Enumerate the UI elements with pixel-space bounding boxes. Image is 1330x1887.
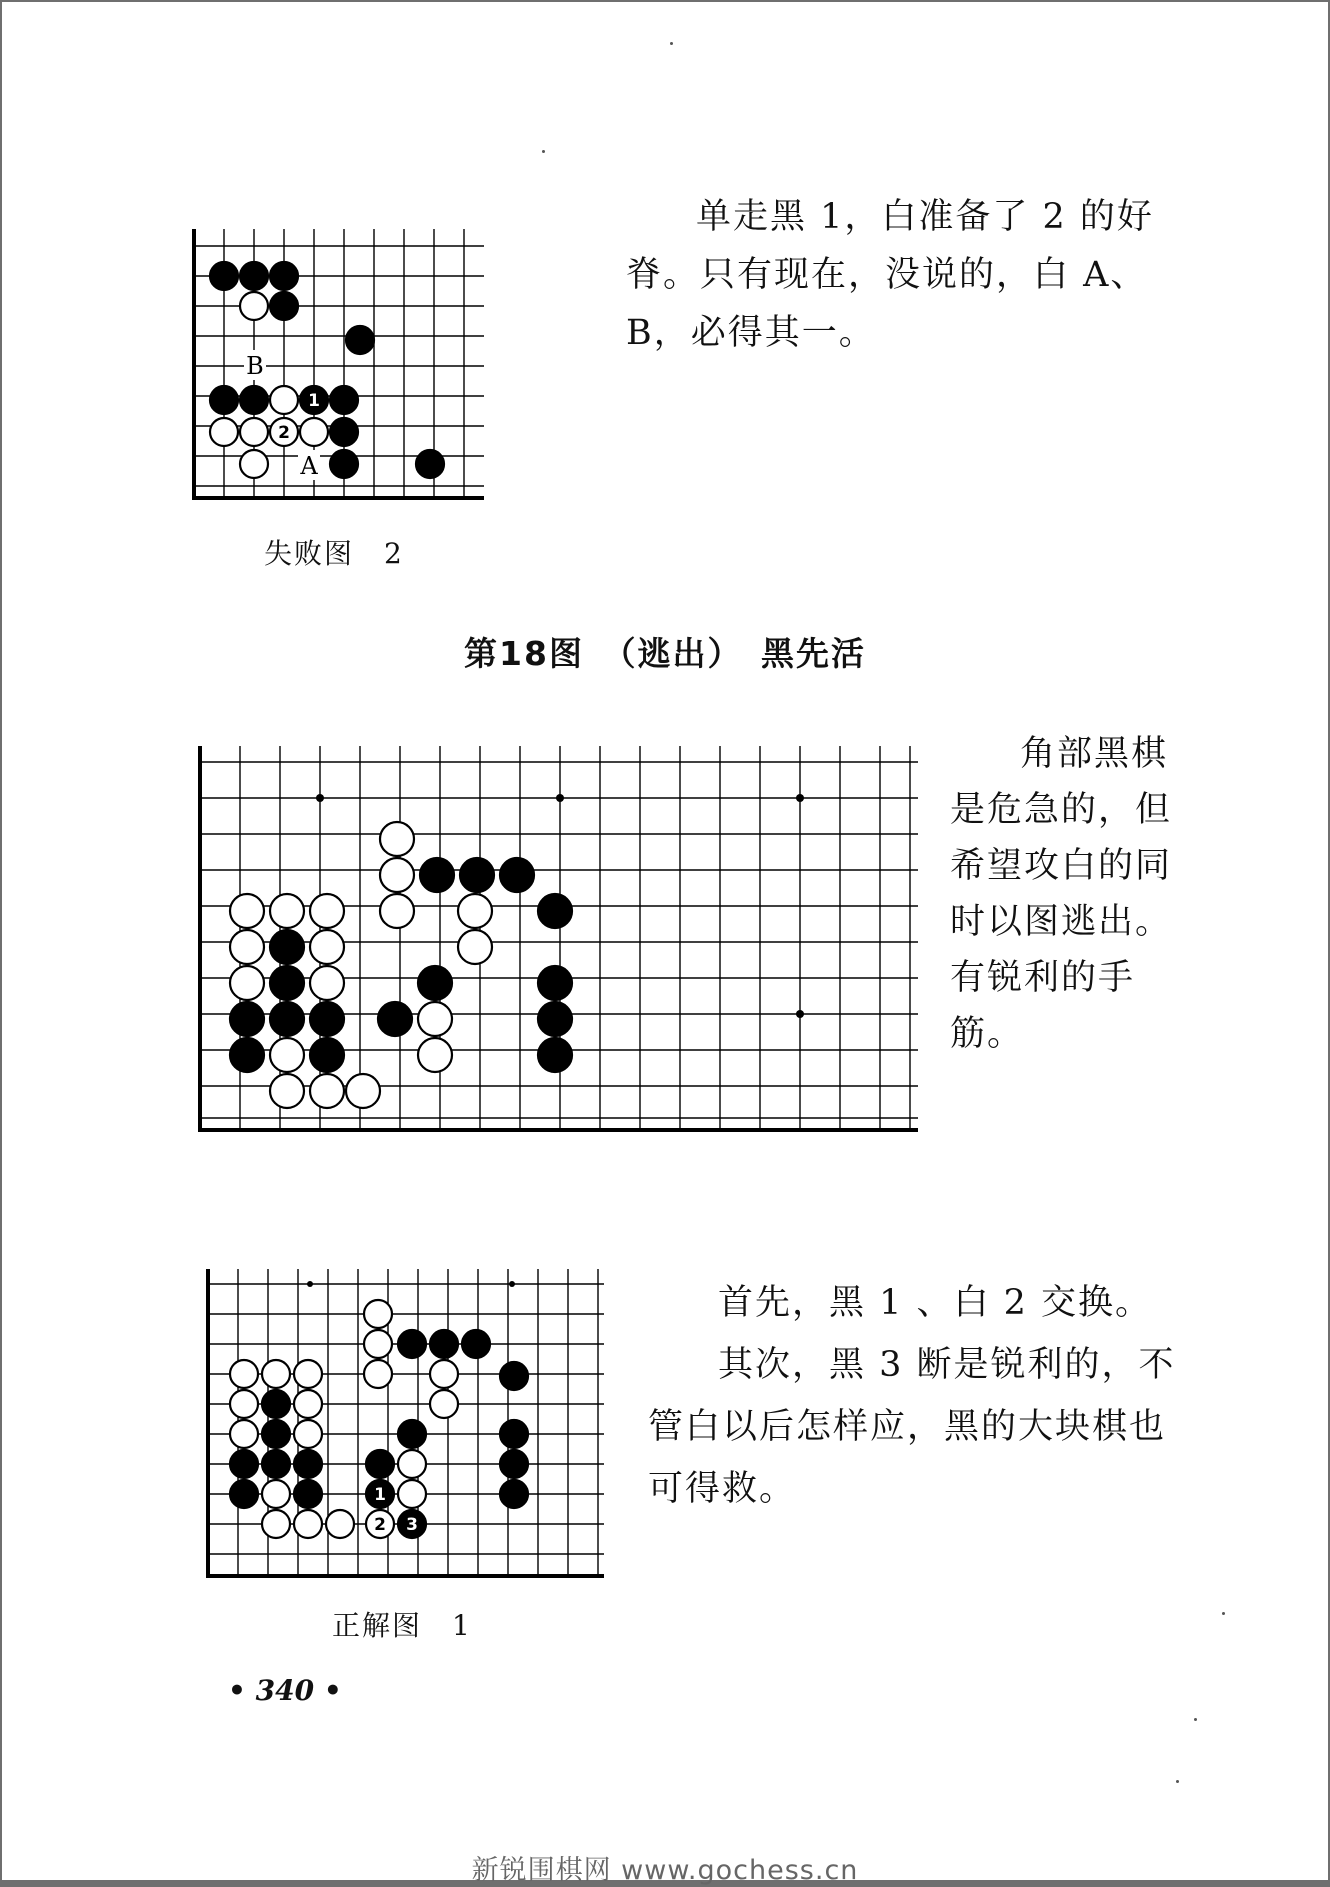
black-stone — [210, 262, 238, 290]
move-number-2: 2 — [278, 423, 290, 443]
black-stone — [230, 1480, 258, 1508]
black-stone — [310, 1002, 344, 1036]
white-stone — [270, 1074, 304, 1108]
black-stone — [462, 1330, 490, 1358]
black-stone — [270, 930, 304, 964]
black-stone — [230, 1002, 264, 1036]
white-stone — [458, 930, 492, 964]
black-stone — [398, 1330, 426, 1358]
white-stone — [458, 894, 492, 928]
black-stone — [210, 386, 238, 414]
black-stone — [230, 1038, 264, 1072]
white-stone — [430, 1360, 458, 1388]
text-line: 希望攻白的同 — [950, 846, 1173, 886]
problem-text — [950, 726, 1190, 1062]
black-stone — [330, 450, 358, 478]
white-stone — [418, 1002, 452, 1036]
text-line: 单走黑 1，白准备了 2 的好 — [696, 197, 1154, 237]
black-stone — [538, 966, 572, 1000]
problem-title: 第18图 （逃出） 黑先活 — [464, 634, 866, 673]
point-label-b: B — [246, 352, 264, 380]
white-stone — [262, 1480, 290, 1508]
print-speck — [1222, 1612, 1225, 1615]
black-stone — [366, 1450, 394, 1478]
go-board-solution-1 — [200, 1264, 606, 1582]
star-point — [556, 794, 564, 802]
white-stone — [398, 1450, 426, 1478]
print-speck — [542, 150, 545, 153]
white-stone — [240, 450, 268, 478]
black-stone — [270, 1002, 304, 1036]
star-point — [509, 1281, 515, 1287]
fail-diagram-caption: 失败图 2 — [264, 537, 404, 570]
black-stone — [240, 262, 268, 290]
black-stone — [270, 292, 298, 320]
go-board-problem-18 — [192, 740, 922, 1136]
text-paragraph: 其次，黑 3 断是锐利的，不管白以后怎样应，黑的大块棋也可得救。 — [648, 1345, 1176, 1509]
white-stone — [240, 292, 268, 320]
black-stone — [500, 858, 534, 892]
black-stone — [420, 858, 454, 892]
star-point — [796, 1010, 804, 1018]
white-stone — [270, 386, 298, 414]
white-stone — [310, 930, 344, 964]
white-stone — [230, 1360, 258, 1388]
white-stone — [230, 930, 264, 964]
white-stone — [364, 1300, 392, 1328]
black-stone — [430, 1330, 458, 1358]
white-stone — [230, 966, 264, 1000]
white-stone — [364, 1330, 392, 1358]
board-grid — [200, 746, 918, 1132]
black-stone — [538, 894, 572, 928]
text-line: 时以图逃出。 — [950, 902, 1173, 942]
white-stone — [326, 1510, 354, 1538]
black-stone — [378, 1002, 412, 1036]
black-stone — [398, 1420, 426, 1448]
white-stone — [294, 1390, 322, 1418]
black-stone — [538, 1002, 572, 1036]
footer-watermark: 新锐围棋网 www.gochess.cn — [471, 1855, 859, 1886]
black-stone — [460, 858, 494, 892]
black-stone — [270, 262, 298, 290]
white-stone — [262, 1510, 290, 1538]
white-stone — [310, 966, 344, 1000]
white-stone — [398, 1480, 426, 1508]
move-number-3: 3 — [406, 1515, 418, 1535]
print-speck — [670, 42, 673, 45]
text-paragraph: 首先，黑 1 、白 2 交换。 — [718, 1283, 1153, 1323]
white-stone — [270, 894, 304, 928]
go-board-fail-diagram — [186, 224, 486, 504]
text-line: 筋。 — [950, 1014, 1025, 1054]
white-stone — [380, 822, 414, 856]
white-stone — [380, 894, 414, 928]
black-stone — [538, 1038, 572, 1072]
white-stone — [230, 1390, 258, 1418]
white-stone — [300, 418, 328, 446]
print-speck — [1194, 1718, 1197, 1721]
solution-text — [648, 1272, 1196, 1520]
text-line: 是危急的，但 — [950, 790, 1173, 830]
black-stone — [330, 386, 358, 414]
white-stone — [262, 1360, 290, 1388]
white-stone — [294, 1510, 322, 1538]
black-stone — [262, 1390, 290, 1418]
text-line: 有锐利的手 — [950, 958, 1136, 998]
book-page — [2, 2, 1328, 1880]
solution-caption: 正解图 1 — [332, 1609, 472, 1642]
black-stone — [240, 386, 268, 414]
black-stone — [346, 326, 374, 354]
black-stone — [262, 1450, 290, 1478]
point-label-a: A — [300, 452, 318, 480]
black-stone — [262, 1420, 290, 1448]
white-stone — [364, 1360, 392, 1388]
black-stone — [294, 1480, 322, 1508]
black-stone — [310, 1038, 344, 1072]
text-line: 脊。只有现在，没说的，白 A、 — [626, 255, 1148, 295]
black-stone — [416, 450, 444, 478]
white-stone — [310, 894, 344, 928]
white-stone — [418, 1038, 452, 1072]
white-stone — [294, 1360, 322, 1388]
white-stone — [310, 1074, 344, 1108]
fail-diagram-text — [626, 188, 1186, 362]
white-stone — [240, 418, 268, 446]
white-stone — [294, 1420, 322, 1448]
stones — [230, 822, 572, 1108]
page-number: • 340 • — [228, 1674, 342, 1707]
move-number-1: 1 — [308, 391, 320, 411]
print-speck — [1176, 1780, 1179, 1783]
white-stone — [346, 1074, 380, 1108]
white-stone — [230, 894, 264, 928]
white-stone — [380, 858, 414, 892]
star-point — [316, 794, 324, 802]
white-stone — [430, 1390, 458, 1418]
text-line: B，必得其一。 — [626, 313, 876, 353]
text-line: 角部黑棋 — [1020, 734, 1169, 774]
white-stone — [270, 1038, 304, 1072]
black-stone — [294, 1450, 322, 1478]
black-stone — [500, 1450, 528, 1478]
black-stone — [500, 1362, 528, 1390]
move-number-1: 1 — [374, 1485, 386, 1505]
white-stone — [230, 1420, 258, 1448]
star-point — [307, 1281, 313, 1287]
black-stone — [270, 966, 304, 1000]
star-point — [796, 794, 804, 802]
white-stone — [210, 418, 238, 446]
black-stone — [330, 418, 358, 446]
black-stone — [230, 1450, 258, 1478]
black-stone — [500, 1420, 528, 1448]
black-stone — [500, 1480, 528, 1508]
black-stone — [418, 966, 452, 1000]
move-number-2: 2 — [374, 1515, 386, 1535]
